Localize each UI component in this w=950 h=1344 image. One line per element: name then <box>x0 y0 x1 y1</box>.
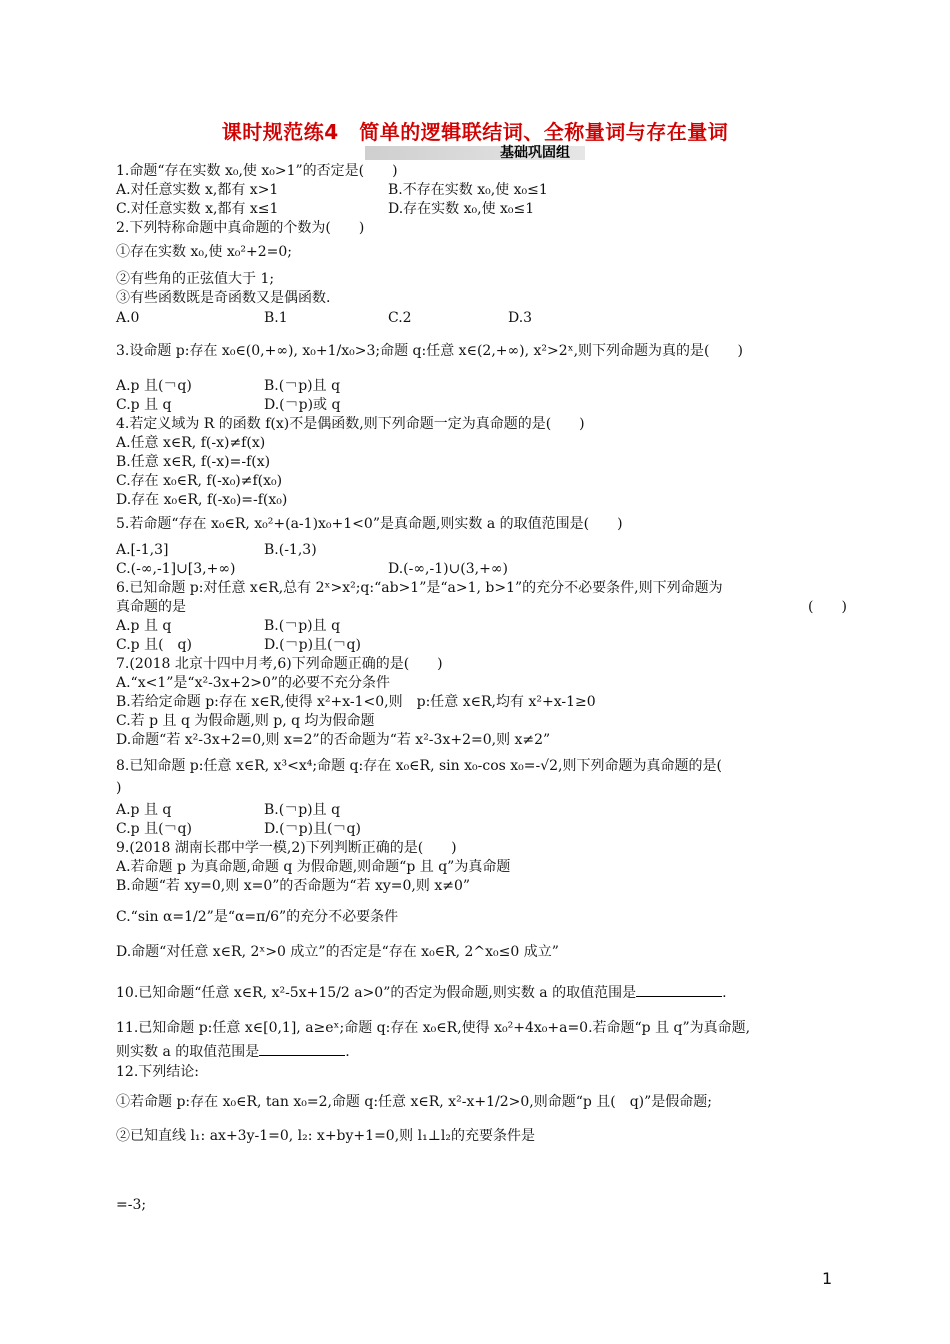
q7-stem: 7.(2018 北京十四中月考,6)下列命题正确的是( ) <box>116 656 443 672</box>
q8-stem: 8.已知命题 p:任意 x∈R, x³<x⁴;命题 q:存在 x₀∈R, sin x₀-cos x₀=-√2,则下列命题为真命题的是( <box>116 758 722 774</box>
q2-option-c: C.2 <box>388 310 412 326</box>
q12-stem: 12.下列结论: <box>116 1064 199 1080</box>
q5-option-b: B.(-1,3) <box>264 542 317 558</box>
q4-stem: 4.若定义域为 R 的函数 f(x)不是偶函数,则下列命题一定为真命题的是( ) <box>116 416 585 432</box>
q8-option-d: D.(￢p)且(￢q) <box>264 821 361 837</box>
q2-item-3: ③有些函数既是奇函数又是偶函数. <box>116 290 331 306</box>
page-number: 1 <box>822 1269 833 1288</box>
q5-option-c: C.(-∞,-1]∪[3,+∞) <box>116 561 236 577</box>
page-title: 课时规范练4 简单的逻辑联结词、全称量词与存在量词 <box>221 120 729 144</box>
q1-option-a: A.对任意实数 x,都有 x>1 <box>116 182 279 198</box>
q12-item-2-continued: =-3; <box>116 1197 147 1213</box>
q6-answer-paren: ( ) <box>808 599 847 615</box>
q12-item-2: ②已知直线 l₁: ax+3y-1=0, l₂: x+by+1=0,则 l₁⊥l₂的充要条件是 <box>116 1128 535 1144</box>
q3-option-c: C.p 且 q <box>116 397 172 413</box>
q2-stem: 2.下列特称命题中真命题的个数为( ) <box>116 220 365 236</box>
q7-option-a: A.“x<1”是“x²-3x+2>0”的必要不充分条件 <box>116 675 391 691</box>
q3-option-d: D.(￢p)或 q <box>264 397 341 413</box>
q4-option-d: D.存在 x₀∈R, f(-x₀)=-f(x₀) <box>116 492 288 508</box>
q3-option-a: A.p 且(￢q) <box>116 378 192 394</box>
q2-option-b: B.1 <box>264 310 288 326</box>
q4-option-c: C.存在 x₀∈R, f(-x₀)≠f(x₀) <box>116 473 283 489</box>
q6-option-d: D.(￢p)且(￢q) <box>264 637 361 653</box>
q7-option-d: D.命题“若 x²-3x+2=0,则 x=2”的否命题为“若 x²-3x+2=0,则 x≠2” <box>116 732 551 748</box>
q7-option-c: C.若 p 且 q 为假命题,则 p, q 均为假命题 <box>116 713 375 729</box>
q8-option-b: B.(￢p)且 q <box>264 802 341 818</box>
q6-option-b: B.(￢p)且 q <box>264 618 341 634</box>
q6-option-c: C.p 且( q) <box>116 637 192 653</box>
q2-option-d: D.3 <box>508 310 533 326</box>
q1-stem: 1.命题“存在实数 x₀,使 x₀>1”的否定是( ) <box>116 163 398 179</box>
q5-option-a: A.[-1,3] <box>116 542 169 558</box>
q5-option-d: D.(-∞,-1)∪(3,+∞) <box>388 561 508 577</box>
q1-option-b: B.不存在实数 x₀,使 x₀≤1 <box>388 182 548 198</box>
q7-option-b: B.若给定命题 p:存在 x∈R,使得 x²+x-1<0,则 p:任意 x∈R,均有 x²+x-1≥0 <box>116 694 596 710</box>
q4-option-a: A.任意 x∈R, f(-x)≠f(x) <box>116 435 266 451</box>
q2-option-a: A.0 <box>116 310 140 326</box>
q9-option-a: A.若命题 p 为真命题,命题 q 为假命题,则命题“p 且 q”为真命题 <box>116 859 511 875</box>
q1-option-c: C.对任意实数 x,都有 x≤1 <box>116 201 279 217</box>
q6-option-a: A.p 且 q <box>116 618 172 634</box>
q5-stem: 5.若命题“存在 x₀∈R, x₀²+(a-1)x₀+1<0”是真命题,则实数 a 的取值范围是( ) <box>116 516 623 532</box>
q8-option-c: C.p 且(￢q) <box>116 821 192 837</box>
q9-option-c: C.“sin α=1/2”是“α=π/6”的充分不必要条件 <box>116 909 399 925</box>
q4-option-b: B.任意 x∈R, f(-x)=-f(x) <box>116 454 271 470</box>
q9-option-b: B.命题“若 xy=0,则 x=0”的否命题为“若 xy=0,则 x≠0” <box>116 878 471 894</box>
q2-item-2: ②有些角的正弦值大于 1; <box>116 271 275 287</box>
q10-answer-blank[interactable] <box>636 982 722 997</box>
q1-option-d: D.存在实数 x₀,使 x₀≤1 <box>388 201 535 217</box>
q3-stem: 3.设命题 p:存在 x₀∈(0,+∞), x₀+1/x₀>3;命题 q:任意 x∈(2,+∞), x²>2ˣ,则下列命题为真的是( ) <box>116 343 743 359</box>
q6-stem-continued: 真命题的是 <box>116 599 186 615</box>
q11-stem-continued: 则实数 a 的取值范围是 . <box>116 1041 350 1061</box>
q12-item-1: ①若命题 p:存在 x₀∈R, tan x₀=2,命题 q:任意 x∈R, x²-x+1/2>0,则命题“p 且( q)”是假命题; <box>116 1094 713 1110</box>
q11-stem: 11.已知命题 p:任意 x∈[0,1], a≥eˣ;命题 q:存在 x₀∈R,使得 x₀²+4x₀+a=0.若命题“p 且 q”为真命题, <box>116 1020 751 1036</box>
q8-stem-continued: ) <box>116 780 122 796</box>
q8-option-a: A.p 且 q <box>116 802 172 818</box>
q10-stem: 10.已知命题“任意 x∈R, x²-5x+15/2 a>0”的否定为假命题,则实数 a 的取值范围是 . <box>116 982 727 1002</box>
q9-stem: 9.(2018 湖南长郡中学一模,2)下列判断正确的是( ) <box>116 840 457 856</box>
q2-item-1: ①存在实数 x₀,使 x₀²+2=0; <box>116 244 292 260</box>
section-subtitle: 基础巩固组 <box>500 145 570 161</box>
q6-stem: 6.已知命题 p:对任意 x∈R,总有 2ˣ>x²;q:“ab>1”是“a>1, b>1”的充分不必要条件,则下列命题为 <box>116 580 723 596</box>
q9-option-d: D.命题“对任意 x∈R, 2ˣ>0 成立”的否定是“存在 x₀∈R, 2^x₀≤0 成立” <box>116 944 559 960</box>
q3-option-b: B.(￢p)且 q <box>264 378 341 394</box>
q11-answer-blank[interactable] <box>259 1041 345 1056</box>
